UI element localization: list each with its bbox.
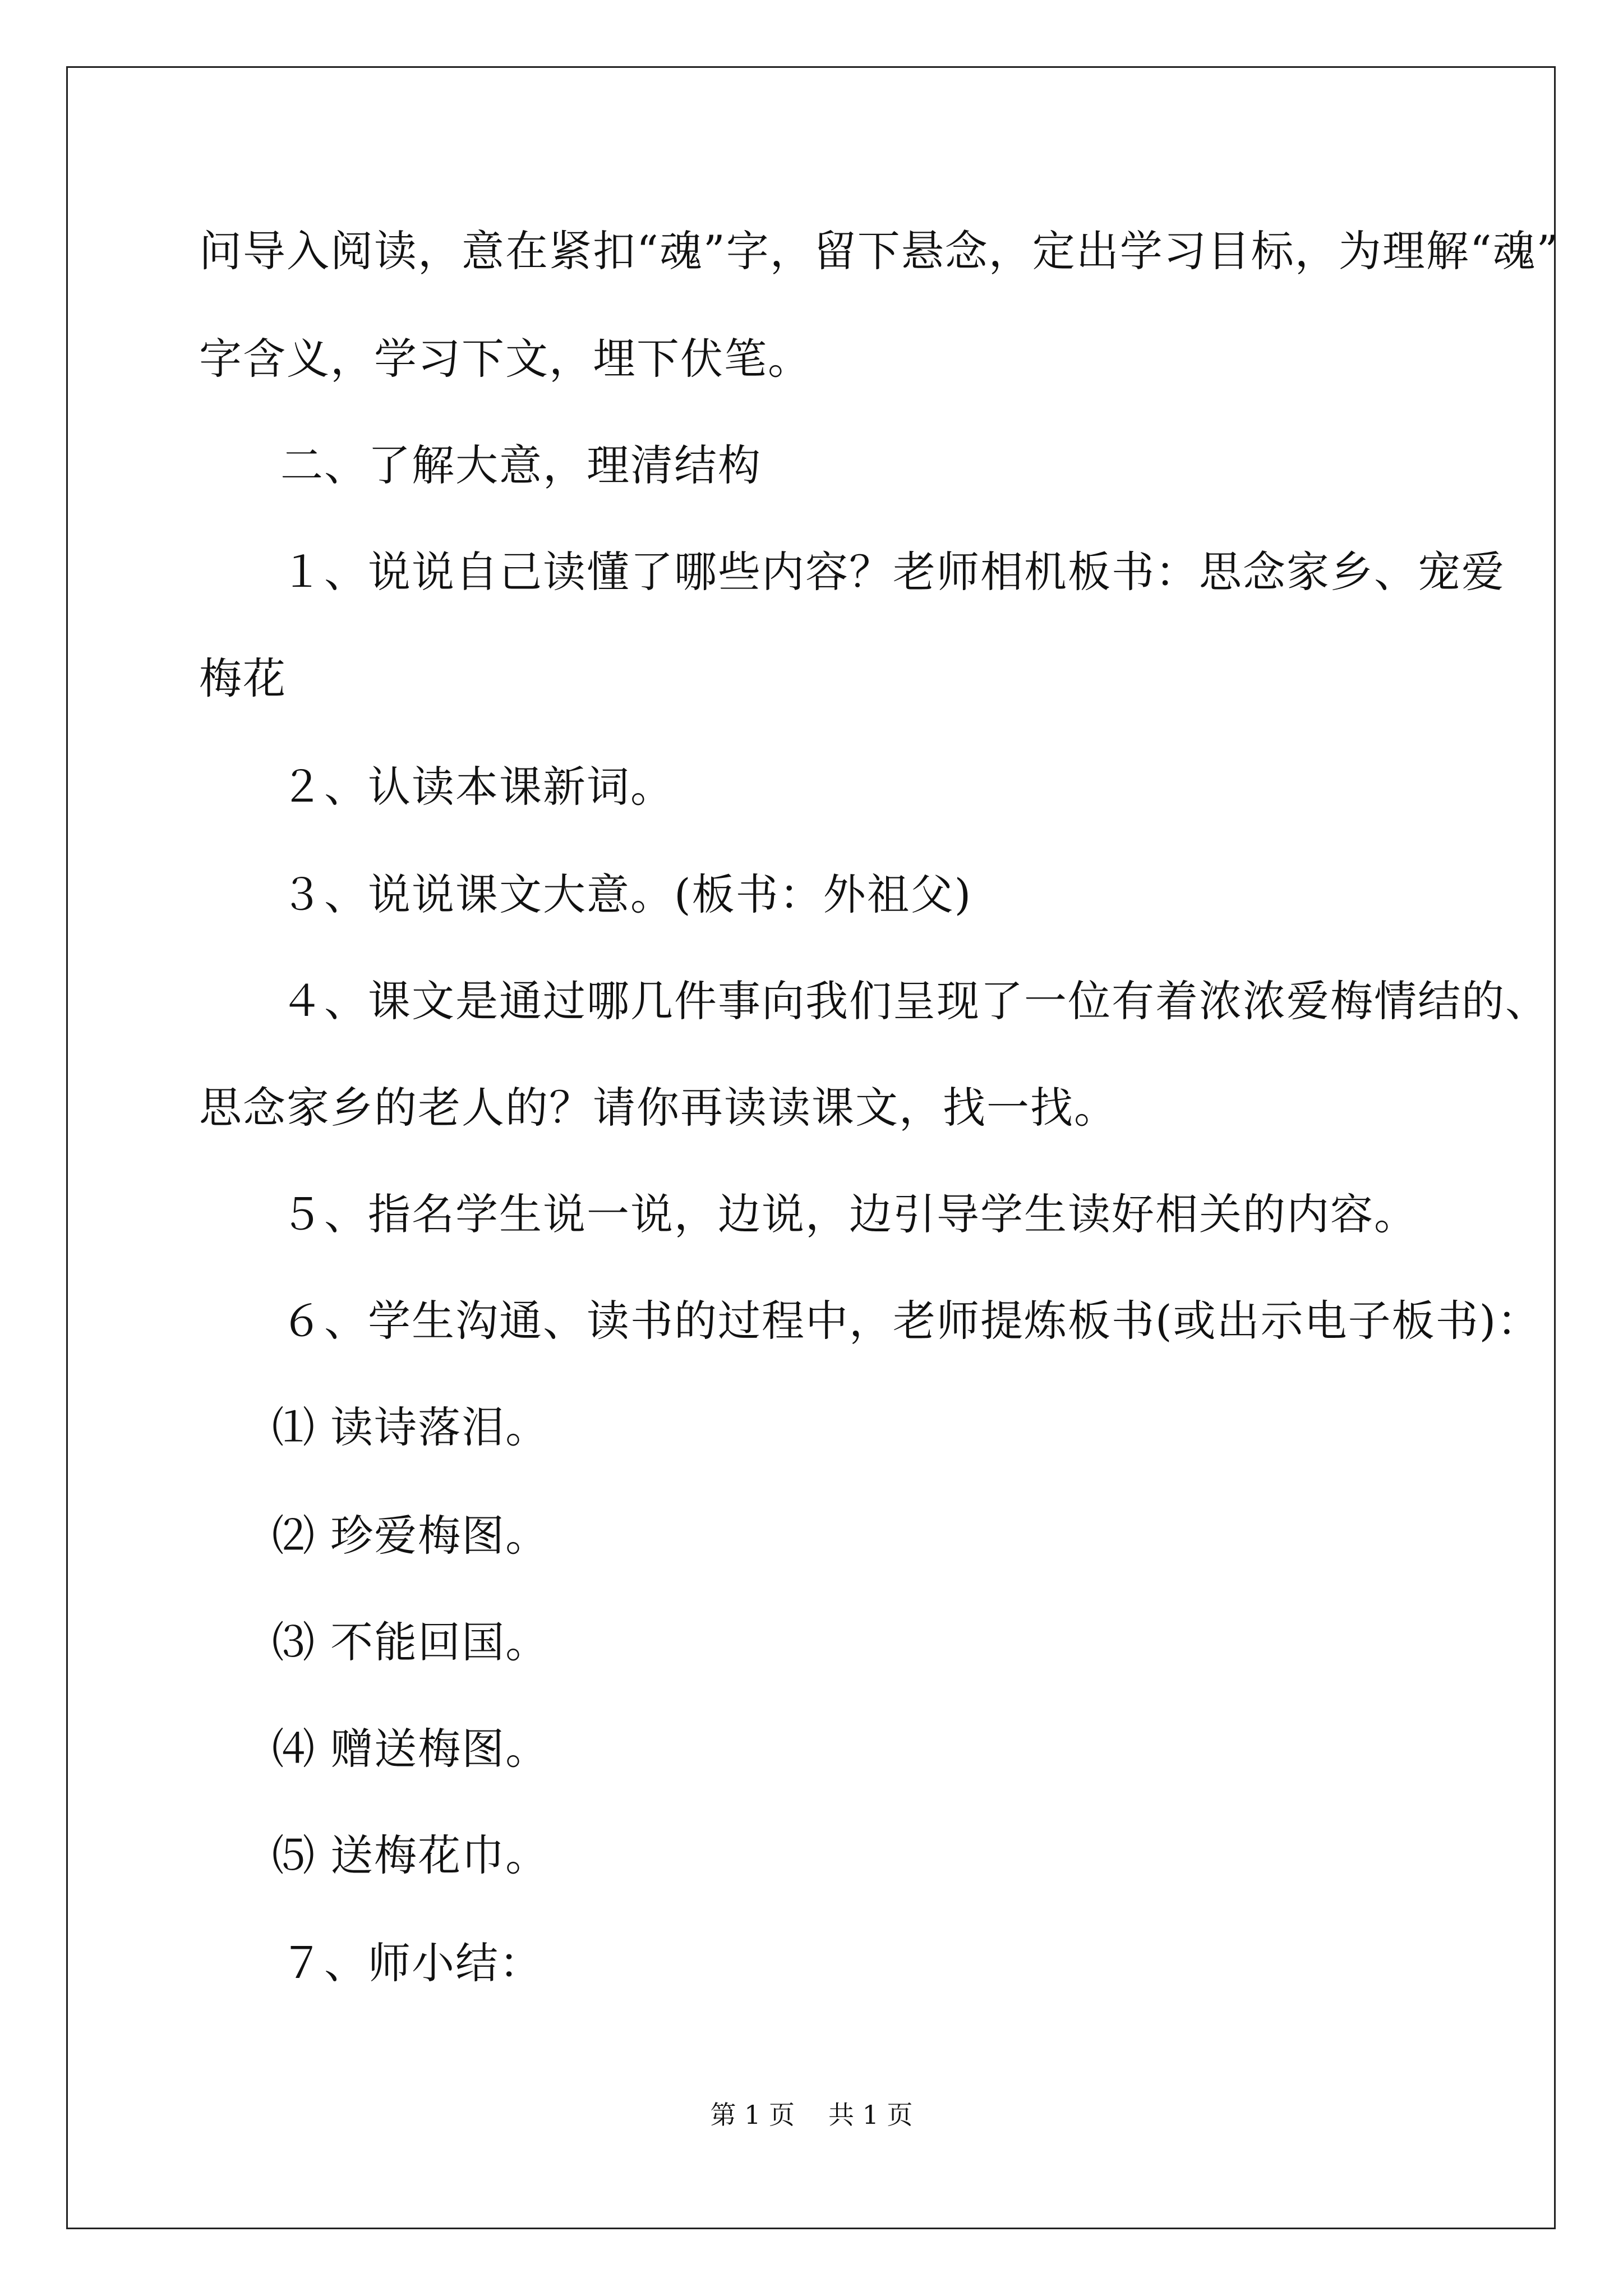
page-number: 第 1 页: [710, 2100, 795, 2130]
page-total: 共 1 页: [828, 2100, 913, 2130]
paragraph-line: ７、师小结：: [280, 1938, 543, 1988]
paragraph-line: ６、学生沟通、读书的过程中，老师提炼板书(或出示电子板书)：: [280, 1296, 1541, 1346]
paragraph-line: ３、说说课文大意。(板书：外祖父): [280, 869, 972, 919]
section-heading: 二、了解大意，理清结构: [280, 440, 762, 490]
list-item: ⑷ 赠送梅图。: [272, 1724, 550, 1774]
list-item: ⑶ 不能回国。: [272, 1617, 550, 1667]
paragraph-line: ４、课文是通过哪几件事向我们呈现了一位有着浓浓爱梅情结的、: [280, 976, 1549, 1026]
page-border: [66, 66, 1556, 2229]
paragraph-line: ５、指名学生说一说，边说，边引导学生读好相关的内容。: [280, 1189, 1418, 1239]
paragraph-line: ２、认读本课新词。: [280, 762, 674, 812]
list-item: ⑸ 送梅花巾。: [272, 1830, 550, 1880]
paragraph-line: 思念家乡的老人的？请你再读读课文，找一找。: [199, 1083, 1118, 1133]
page-footer: [0, 2098, 1623, 2132]
list-item: ⑵ 珍爱梅图。: [272, 1511, 550, 1561]
paragraph-line: 梅花: [199, 654, 287, 703]
paragraph-line: 字含义，学习下文，埋下伏笔。: [199, 334, 811, 384]
paragraph-line: 问导入阅读，意在紧扣“魂”字，留下悬念，定出学习目标，为理解“魂”: [199, 226, 1560, 276]
paragraph-line: １、说说自己读懂了哪些内容？老师相机板书：思念家乡、宠爱: [280, 547, 1505, 597]
list-item: ⑴ 读诗落泪。: [272, 1402, 550, 1452]
